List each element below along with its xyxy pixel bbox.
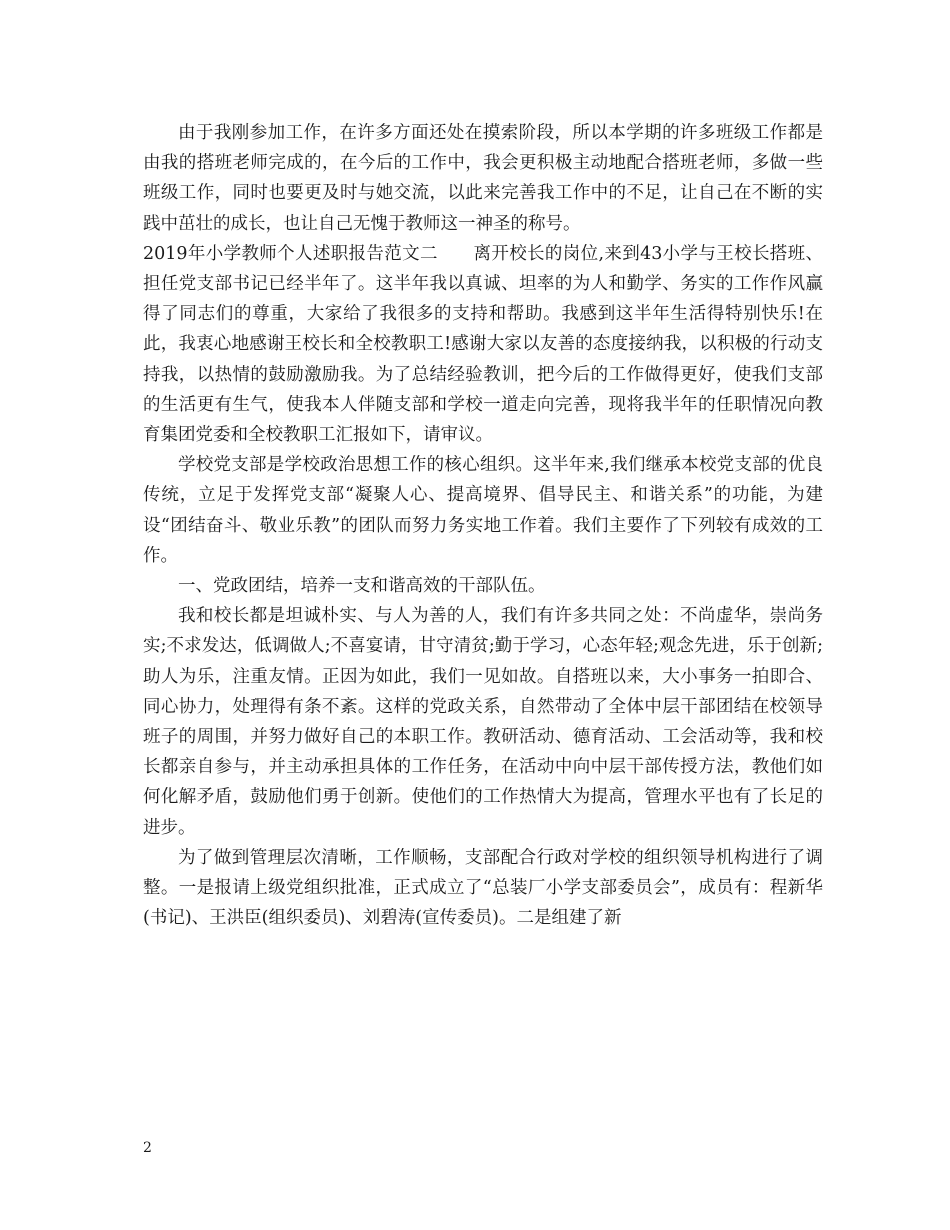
paragraph-6: 为了做到管理层次清晰，工作顺畅，支部配合行政对学校的组织领导机构进行了调整。一是报请上级党组织批准，正式成立了“总装厂小学支部委员会”，成员有：程新华(书记)、王洪臣(组织委员)、刘碧涛(宣传委员)。二是组建了新 (143, 847, 823, 929)
paragraph-1: 由于我刚参加工作，在许多方面还处在摸索阶段，所以本学期的许多班级工作都是由我的搭班老师完成的，在今后的工作中，我会更积极主动地配合搭班老师，多做一些班级工作，同时也要更及时与她交流，以此来完善我工作中的不足，让自己在不断的实践中茁壮的成长，也让自己无愧于教师这一神圣的称号。 (143, 123, 823, 234)
paragraph-5: 我和校长都是坦诚朴实、与人为善的人，我们有许多共同之处：不尚虚华，崇尚务实;不求发达，低调做人;不喜宴请，甘守清贫;勤于学习，心态年轻;观念先进，乐于创新;助人为乐，注重友情。正因为如此，我们一见如故。自搭班以来，大小事务一拍即合、同心协力，处理得有条不紊。这样的党政关系，自然带动了全体中层干部团结在校领导班子的周围，并努力做好自己的本职工作。教研活动、德育活动、工会活动等，我和校长都亲自参与，并主动承担具体的工作任务，在活动中向中层干部传授方法，教他们如何化解矛盾，鼓励他们勇于创新。使他们的工作热情大为提高，管理水平也有了长足的进步。 (143, 606, 823, 838)
paragraph-4: 一、党政团结，培养一支和谐高效的干部队伍。 (178, 576, 546, 597)
paragraph-2: 2019年小学教师个人述职报告范文二 离开校长的岗位,来到43小学与王校长搭班、担任党支部书记已经半年了。这半年我以真诚、坦率的为人和勤学、务实的工作作风赢得了同志们的尊重，大家给了我很多的支持和帮助。我感到这半年生活得特别快乐!在此，我衷心地感谢王校长和全校教职工!感谢大家以友善的态度接纳我，以积极的行动支持我，以热情的鼓励激励我。为了总结经验教训，把今后的工作做得更好，使我们支部的生活更有生气，使我本人伴随支部和学校一道走向完善，现将我半年的任职情况向教育集团党委和全校教职工汇报如下，请审议。 (143, 243, 823, 446)
page-number: 2 (143, 1140, 152, 1156)
document-body (143, 118, 823, 933)
paragraph-3: 学校党支部是学校政治思想工作的核心组织。这半年来,我们继承本校党支部的优良传统，立足于发挥党支部“凝聚人心、提高境界、倡导民主、和谐关系”的功能，为建设“团结奋斗、敬业乐教”的团队而努力务实地工作着。我们主要作了下列较有成效的工作。 (143, 455, 823, 566)
